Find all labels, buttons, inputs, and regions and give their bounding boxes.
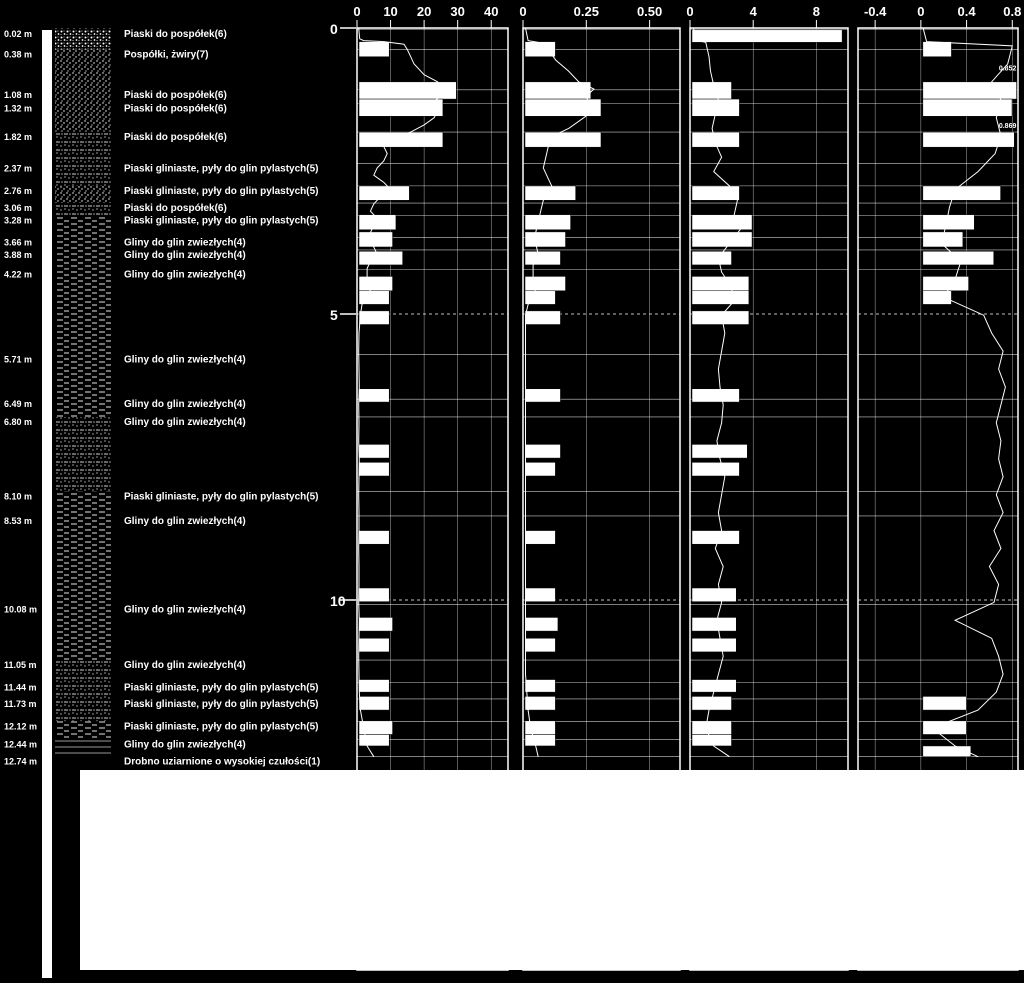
layer-depth-label: 0.02 m [4,29,33,40]
layer-name-label: Piaski gliniaste, pyły do glin pylastych(5) [124,698,319,710]
layer-depth-label: 2.76 m [4,185,33,196]
panel-bar [692,462,739,476]
layer-name-label: Piaski do pospółek(6) [124,89,227,101]
panel-bar [525,82,591,99]
soil-layer-block [55,186,111,203]
layer-name-label: Gliny do glin zwiezłych(4) [124,660,246,672]
soil-layer-block [55,164,111,186]
panel-bar [359,617,393,631]
layer-name-label: Gliny do glin zwiezłych(4) [124,249,246,261]
layer-depth-label: 5.71 m [4,354,33,365]
panel-tick-label: 0.4 [957,4,976,19]
soil-layer-block [55,721,111,739]
panel-bar [692,588,736,602]
panel-bar [692,531,739,545]
layer-depth-label: 11.44 m [4,682,37,693]
panel-tick-label: 30 [450,4,465,19]
layer-depth-label: 4.22 m [4,269,33,280]
soil-layer-block [55,605,111,660]
panel-bar [923,696,966,710]
soil-layer-block [55,417,111,491]
soil-layer-block [55,216,111,238]
panel-tick-label: 4 [749,4,757,19]
layer-name-label: Piaski do pospółek(6) [124,203,227,215]
panel-bar [923,276,969,290]
soil-layer-block [55,28,111,29]
panel-bar [359,588,389,602]
panel-bar [359,232,393,247]
soil-layer-block [55,250,111,269]
panel-tick-label: 0.8 [1003,4,1022,19]
depth-axis [330,21,356,609]
panel-bar [692,311,749,325]
panel-bar [692,617,736,631]
blank-area [80,770,1024,970]
panel-bar [692,389,739,402]
panel-bar [359,734,389,745]
layer-depth-label: 11.05 m [4,660,37,671]
panel-bar [359,99,443,116]
panel-bar [525,638,555,652]
soil-layer-block [55,399,111,417]
panel-annotation: 0.852 [998,65,1017,73]
panel-bar [692,186,739,200]
layer-depth-label: 6.49 m [4,399,33,410]
panel-bar [923,215,974,230]
panel-bar [525,531,555,545]
layer-depth-label: 12.12 m [4,721,38,732]
panel-bar [359,696,389,710]
soil-column [55,28,111,757]
layer-depth-label: 8.10 m [4,491,33,502]
panel-tick-label: 0 [519,4,527,19]
panel-bar [525,276,566,290]
layer-name-label: Piaski gliniaste, pyły do glin pylastych(5) [124,721,319,733]
panel-bar [525,680,555,693]
layer-name-label: Piaski gliniaste, pyły do glin pylastych(5) [124,215,319,227]
panel-tick-label: -0.4 [863,4,887,19]
layer-name-label: Pospółki, żwiry(7) [124,49,209,61]
soil-layer-block [55,90,111,104]
panel-bar [525,462,555,476]
layer-name-label: Piaski do pospółek(6) [124,132,227,144]
depth-tick-label: 10 [330,593,346,609]
panel-bar [692,276,749,290]
layer-depth-label: 3.88 m [4,249,33,260]
layer-depth-label: 0.38 m [4,49,33,60]
panel-bar [525,251,560,265]
panel-bar [359,680,389,693]
panel-bar [359,132,443,147]
panel-bar [692,734,732,745]
layer-depth-label: 3.06 m [4,203,33,214]
panel-bar [359,311,389,325]
soil-layer-block [55,491,111,516]
panel-bar [359,251,403,265]
panel-bar [923,82,1017,99]
panel-tick-label: 0 [686,4,694,19]
layer-depth-label: 1.32 m [4,103,33,114]
depth-tick-label: 0 [330,21,338,37]
layer-depth-label: 10.08 m [4,604,38,615]
layer-name-label: Gliny do glin zwiezłych(4) [124,269,246,281]
panel-bar [525,444,560,458]
soil-layer-block [55,203,111,216]
soil-layer-block [55,516,111,605]
panel-bar [525,588,555,602]
panel-bar [525,215,571,230]
panel-bar [359,215,396,230]
layer-name-label: Piaski do pospółek(6) [124,103,227,115]
soil-layer-block [55,355,111,400]
panel-bar [692,291,749,305]
panel-tick-label: 0 [353,4,361,19]
layer-name-label: Gliny do glin zwiezłych(4) [124,739,246,751]
panel-bar [525,734,555,745]
layer-name-label: Piaski gliniaste, pyły do glin pylastych(5) [124,185,319,197]
panel-bar [525,232,566,247]
soil-layer-block [55,660,111,682]
layer-name-label: Gliny do glin zwiezłych(4) [124,515,246,527]
soil-layer-block [55,50,111,90]
panel-bar [359,444,389,458]
layer-name-label: Gliny do glin zwiezłych(4) [124,416,246,428]
panel-bar [359,82,456,99]
layer-name-label: Piaski do pospółek(6) [124,29,227,41]
panel-bar [359,42,389,57]
soil-layer-block [55,104,111,133]
layer-depth-label: 6.80 m [4,416,33,427]
layer-depth-label: 12.44 m [4,739,38,750]
soil-layer-block [55,740,111,757]
layer-depth-label: 1.82 m [4,132,33,143]
layer-depth-label: 8.53 m [4,515,33,526]
panel-tick-label: 8 [812,4,821,19]
soil-layer-block [55,132,111,163]
panel-bar [923,42,952,57]
panel-bar [923,291,952,305]
panel-bar [359,389,389,402]
layer-depth-label: 11.73 m [4,698,37,709]
layer-name-label: Drobno uziarnione o wysokiej czułości(1) [124,756,321,768]
soil-layer-block [55,29,111,50]
depth-tick-label: 5 [330,307,338,323]
panel-bar [359,638,389,652]
panel-bar [923,186,1001,200]
panel-tick-label: 40 [483,4,499,19]
panel-bar [692,638,736,652]
panel-bar [525,132,601,147]
layer-name-label: Gliny do glin zwiezłych(4) [124,237,246,249]
layer-name-label: Gliny do glin zwiezłych(4) [124,399,246,411]
layer-depth-label: 1.08 m [4,89,33,100]
panel-bar [525,389,560,402]
layer-depth-label: 3.28 m [4,215,33,226]
soil-layer-block [55,237,111,250]
soil-layer-block [55,699,111,721]
panel-bar [359,276,393,290]
panel-tick-label: 10 [383,4,398,19]
layer-name-label: Piaski gliniaste, pyły do glin pylastych(5) [124,163,319,175]
layer-name-label: Gliny do glin zwiezłych(4) [124,604,246,616]
panel-bar [692,215,752,230]
panel-bar [525,617,558,631]
soil-layer-block [55,682,111,699]
panel-tick-label: 0.25 [573,4,599,19]
panel-bar [359,531,389,545]
panel-tick-label: 20 [416,4,432,19]
panel-bar [692,30,842,43]
layer-depth-label: 12.74 m [4,756,38,767]
panel-bar [525,696,555,710]
panel-annotation: 0.869 [998,122,1017,130]
layer-depth-label: 3.66 m [4,237,33,248]
layer-name-label: Gliny do glin zwiezłych(4) [124,354,246,366]
panel-bar [923,746,971,757]
panel-bar [692,232,752,247]
panel-bar [525,311,560,325]
layer-name-label: Piaski gliniaste, pyły do glin pylastych(5) [124,491,319,503]
panel-bar [359,462,389,476]
layer-name-label: Piaski gliniaste, pyły do glin pylastych(5) [124,682,319,694]
soil-layer-block [55,269,111,354]
panel-bar [692,721,732,735]
panel-bar [359,186,409,200]
panel-bar [692,251,732,265]
panel-bar [692,82,732,99]
layer-depth-label: 2.37 m [4,163,33,174]
panel-bar [923,251,994,265]
panel-tick-label: 0 [917,4,925,19]
left-strip [42,30,52,978]
panel-tick-label: 0.50 [636,4,663,19]
